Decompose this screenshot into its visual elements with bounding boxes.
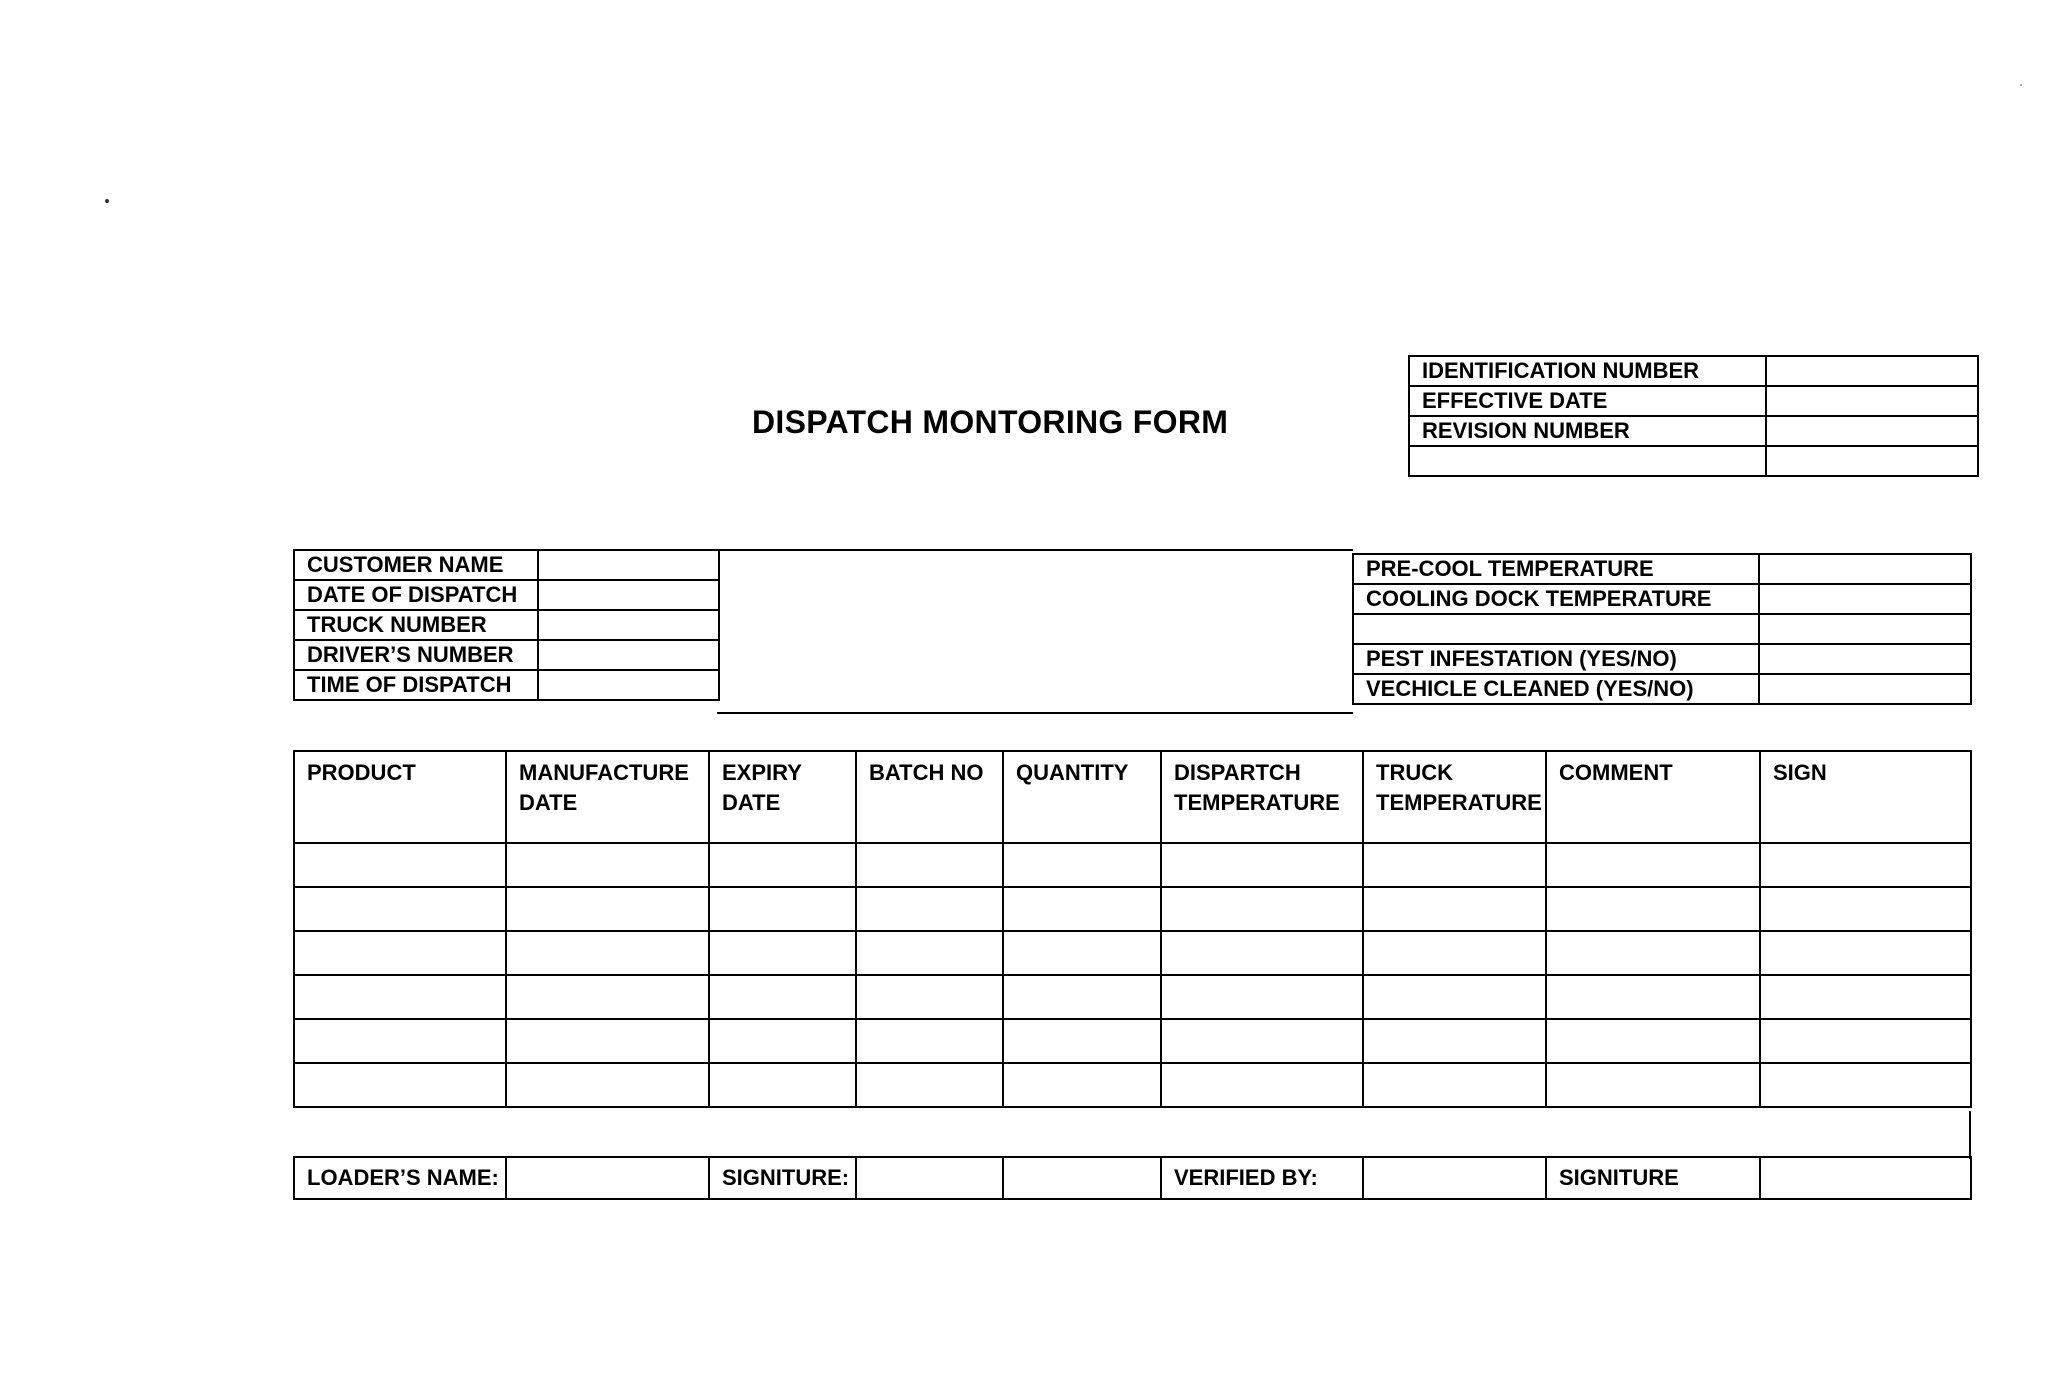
signoff-table xyxy=(293,1156,1972,1200)
temp-row-pest xyxy=(1353,644,1971,674)
revision-number-label: REVISION NUMBER xyxy=(1409,416,1766,446)
table-cell[interactable] xyxy=(1161,843,1363,887)
column-header-product: PRODUCT xyxy=(294,751,506,843)
temp-row-blank xyxy=(1353,614,1971,644)
customer-name-label: CUSTOMER NAME xyxy=(294,550,538,580)
loaders-name-label: LOADER’S NAME: xyxy=(294,1157,506,1199)
column-header-batch-no: BATCH NO xyxy=(856,751,1003,843)
column-header-dispatch-temperature: DISPARTCH TEMPERATURE xyxy=(1161,751,1363,843)
table-cell[interactable] xyxy=(506,931,709,975)
table-cell[interactable] xyxy=(1760,931,1971,975)
table-cell[interactable] xyxy=(1760,1063,1971,1107)
table-row xyxy=(294,975,1971,1019)
time-of-dispatch-label: TIME OF DISPATCH xyxy=(294,670,538,700)
column-header-truck-temperature: TRUCK TEMPERATURE xyxy=(1363,751,1546,843)
document-control-table xyxy=(1408,355,1979,477)
truck-number-field[interactable] xyxy=(538,610,719,640)
time-of-dispatch-field[interactable] xyxy=(538,670,719,700)
table-cell[interactable] xyxy=(709,975,856,1019)
vehicle-cleaned-field[interactable] xyxy=(1759,674,1971,704)
table-cell[interactable] xyxy=(1003,975,1161,1019)
table-row xyxy=(294,843,1971,887)
table-cell[interactable] xyxy=(506,975,709,1019)
dispatch-info-table xyxy=(293,549,720,701)
column-header-comment: COMMENT xyxy=(1546,751,1760,843)
table-cell[interactable] xyxy=(1161,887,1363,931)
table-cell[interactable] xyxy=(1003,931,1161,975)
table-cell[interactable] xyxy=(294,1063,506,1107)
table-cell[interactable] xyxy=(1546,931,1760,975)
cooling-dock-temperature-label: COOLING DOCK TEMPERATURE xyxy=(1353,584,1759,614)
verified-by-field[interactable] xyxy=(1363,1157,1546,1199)
loaders-name-field[interactable] xyxy=(506,1157,709,1199)
table-cell[interactable] xyxy=(1760,887,1971,931)
table-cell[interactable] xyxy=(1546,843,1760,887)
doc-row-blank xyxy=(1409,446,1978,476)
table-cell[interactable] xyxy=(1003,1019,1161,1063)
table-cell[interactable] xyxy=(856,931,1003,975)
table-cell[interactable] xyxy=(1546,975,1760,1019)
pre-cool-temperature-label: PRE-COOL TEMPERATURE xyxy=(1353,554,1759,584)
info-row-truck xyxy=(294,610,719,640)
table-cell[interactable] xyxy=(506,1019,709,1063)
spacer-strip xyxy=(1969,1111,1971,1159)
table-cell[interactable] xyxy=(1546,887,1760,931)
table-cell[interactable] xyxy=(1760,975,1971,1019)
doc-row-identification xyxy=(1409,356,1978,386)
table-cell[interactable] xyxy=(1363,843,1546,887)
product-table xyxy=(293,750,1972,1108)
table-row xyxy=(294,1019,1971,1063)
table-row xyxy=(294,887,1971,931)
table-cell[interactable] xyxy=(1003,887,1161,931)
loader-signature-field[interactable] xyxy=(856,1157,1003,1199)
table-cell[interactable] xyxy=(856,887,1003,931)
drivers-number-field[interactable] xyxy=(538,640,719,670)
loader-signature-label: SIGNITURE: xyxy=(709,1157,856,1199)
date-of-dispatch-field[interactable] xyxy=(538,580,719,610)
table-cell[interactable] xyxy=(856,843,1003,887)
table-cell[interactable] xyxy=(709,1063,856,1107)
customer-name-field[interactable] xyxy=(538,550,719,580)
temp-row-cooling-dock xyxy=(1353,584,1971,614)
table-cell[interactable] xyxy=(1161,1019,1363,1063)
table-cell[interactable] xyxy=(1363,887,1546,931)
table-cell[interactable] xyxy=(1363,1063,1546,1107)
effective-date-field[interactable] xyxy=(1766,386,1978,416)
table-cell[interactable] xyxy=(1161,975,1363,1019)
table-cell[interactable] xyxy=(856,1019,1003,1063)
table-cell[interactable] xyxy=(1363,931,1546,975)
identification-number-label: IDENTIFICATION NUMBER xyxy=(1409,356,1766,386)
table-row xyxy=(294,931,1971,975)
column-header-expiry-date: EXPIRY DATE xyxy=(709,751,856,843)
table-cell[interactable] xyxy=(1760,1019,1971,1063)
table-cell[interactable] xyxy=(1546,1063,1760,1107)
temp-row-precool xyxy=(1353,554,1971,584)
cooling-dock-temperature-field[interactable] xyxy=(1759,584,1971,614)
verifier-signature-field[interactable] xyxy=(1760,1157,1971,1199)
table-row xyxy=(294,1063,1971,1107)
info-row-date xyxy=(294,580,719,610)
table-cell[interactable] xyxy=(1003,843,1161,887)
truck-number-label: TRUCK NUMBER xyxy=(294,610,538,640)
table-cell[interactable] xyxy=(709,843,856,887)
table-cell[interactable] xyxy=(294,931,506,975)
table-cell[interactable] xyxy=(1003,1063,1161,1107)
temperature-checks-table xyxy=(1352,553,1972,705)
table-cell[interactable] xyxy=(294,887,506,931)
scan-speck xyxy=(2020,84,2022,86)
column-header-manufacture-date: MANUFACTURE DATE xyxy=(506,751,709,843)
identification-number-field[interactable] xyxy=(1766,356,1978,386)
form-title: DISPATCH MONTORING FORM xyxy=(752,404,1229,440)
table-cell[interactable] xyxy=(1363,1019,1546,1063)
table-cell[interactable] xyxy=(294,975,506,1019)
temp-blank-value-cell[interactable] xyxy=(1759,614,1971,644)
temp-blank-label-cell[interactable] xyxy=(1353,614,1759,644)
pre-cool-temperature-field[interactable] xyxy=(1759,554,1971,584)
signoff-row xyxy=(294,1157,1971,1199)
table-cell[interactable] xyxy=(1161,931,1363,975)
effective-date-label: EFFECTIVE DATE xyxy=(1409,386,1766,416)
vehicle-cleaned-label: VECHICLE CLEANED (YES/NO) xyxy=(1353,674,1759,704)
doc-row-effective-date xyxy=(1409,386,1978,416)
pest-infestation-field[interactable] xyxy=(1759,644,1971,674)
revision-number-field[interactable] xyxy=(1766,416,1978,446)
doc-blank-value-cell[interactable] xyxy=(1766,446,1978,476)
verified-by-label: VERIFIED BY: xyxy=(1161,1157,1363,1199)
table-cell[interactable] xyxy=(1363,975,1546,1019)
table-cell[interactable] xyxy=(294,1019,506,1063)
table-cell[interactable] xyxy=(709,887,856,931)
table-cell[interactable] xyxy=(506,843,709,887)
table-cell[interactable] xyxy=(856,1063,1003,1107)
table-cell[interactable] xyxy=(1546,1019,1760,1063)
table-cell[interactable] xyxy=(709,931,856,975)
middle-blank-area xyxy=(717,549,1353,714)
date-of-dispatch-label: DATE OF DISPATCH xyxy=(294,580,538,610)
column-header-quantity: QUANTITY xyxy=(1003,751,1161,843)
info-row-driver xyxy=(294,640,719,670)
table-cell[interactable] xyxy=(294,843,506,887)
table-cell[interactable] xyxy=(1760,843,1971,887)
info-row-customer xyxy=(294,550,719,580)
verifier-signature-label: SIGNITURE xyxy=(1546,1157,1760,1199)
doc-row-revision xyxy=(1409,416,1978,446)
table-cell[interactable] xyxy=(506,1063,709,1107)
table-cell[interactable] xyxy=(506,887,709,931)
scan-speck xyxy=(105,199,109,203)
info-row-time xyxy=(294,670,719,700)
column-header-sign: SIGN xyxy=(1760,751,1971,843)
temp-row-vehicle-cleaned xyxy=(1353,674,1971,704)
pest-infestation-label: PEST INFESTATION (YES/NO) xyxy=(1353,644,1759,674)
table-cell[interactable] xyxy=(1161,1063,1363,1107)
signoff-extra-field[interactable] xyxy=(1003,1157,1161,1199)
table-cell[interactable] xyxy=(856,975,1003,1019)
drivers-number-label: DRIVER’S NUMBER xyxy=(294,640,538,670)
doc-blank-label-cell[interactable] xyxy=(1409,446,1766,476)
product-table-header xyxy=(294,751,1971,843)
table-cell[interactable] xyxy=(709,1019,856,1063)
